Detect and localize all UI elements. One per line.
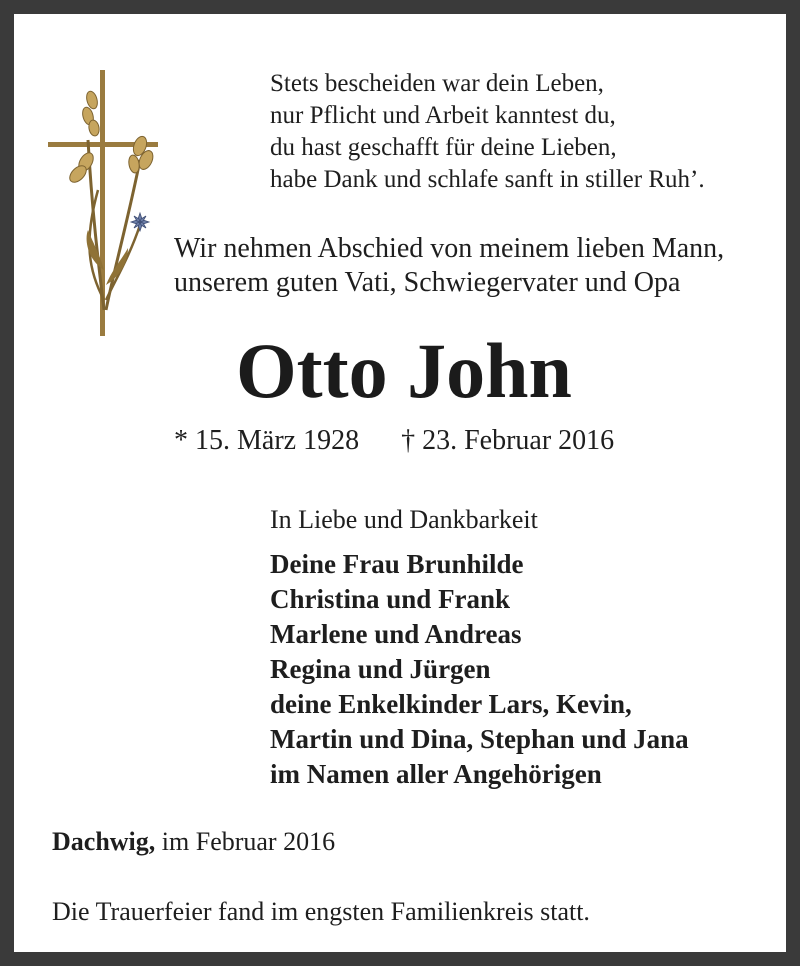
mourners-heading: In Liebe und Dankbarkeit — [270, 505, 538, 534]
mourners-list — [270, 547, 689, 792]
poem-line: du hast geschafft für deine Lieben, — [270, 134, 617, 161]
mourner-line: im Namen aller Angehörigen — [270, 759, 602, 789]
farewell-intro — [174, 232, 724, 300]
intro-line: unserem guten Vati, Schwiegervater und Opa — [174, 267, 681, 298]
place-and-date — [52, 826, 335, 858]
intro-line: Wir nehmen Abschied von meinem lieben Mann, — [174, 233, 725, 264]
mourner-line: Martin und Dina, Stephan und Jana — [270, 724, 689, 754]
funeral-note: Die Trauerfeier fand im engsten Familienkreis statt. — [52, 897, 590, 926]
mourner-line: Regina und Jürgen — [270, 654, 491, 684]
mourner-line: Deine Frau Brunhilde — [270, 549, 524, 579]
mourner-line: Christina und Frank — [270, 584, 511, 614]
mourner-line: deine Enkelkinder Lars, Kevin, — [270, 689, 632, 719]
birth-date: * 15. März 1928 — [174, 425, 360, 456]
mourner-line: Marlene und Andreas — [270, 619, 522, 649]
deceased-name: Otto John — [236, 327, 572, 414]
poem — [270, 68, 705, 196]
place-name: Dachwig, — [52, 827, 156, 856]
life-dates — [174, 424, 614, 458]
notice-date: im Februar 2016 — [155, 827, 336, 856]
poem-line: nur Pflicht und Arbeit kanntest du, — [270, 102, 616, 129]
poem-line: habe Dank und schlafe sanft in stiller Ruh’. — [270, 166, 705, 193]
poem-line: Stets bescheiden war dein Leben, — [270, 70, 604, 97]
death-date: † 23. Februar 2016 — [401, 425, 615, 456]
cross-with-wheat-icon — [48, 70, 160, 336]
